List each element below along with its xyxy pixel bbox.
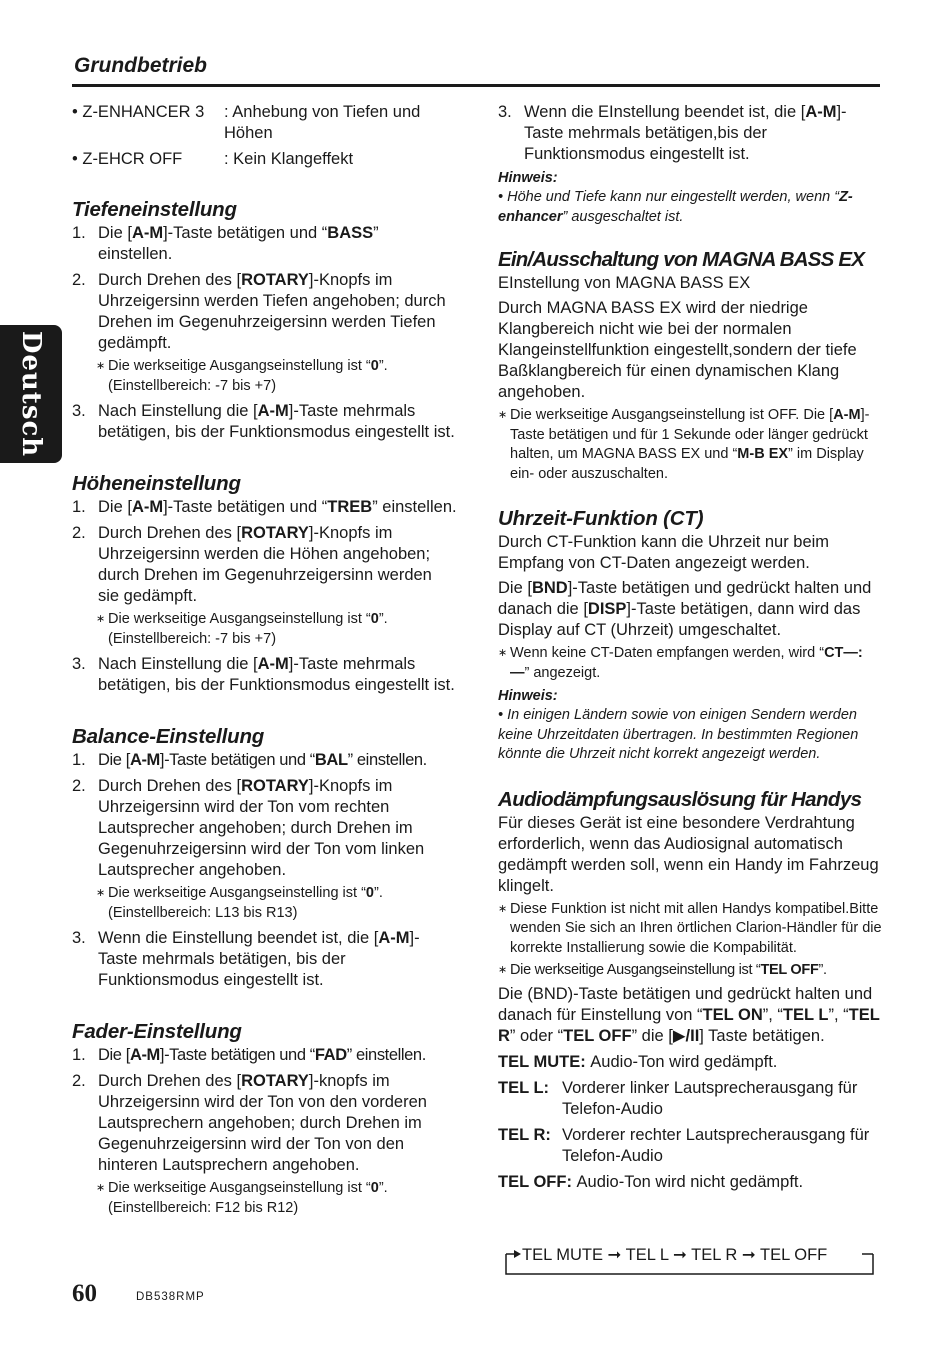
page-header-title: Grundbetrieb <box>74 54 208 77</box>
section-title-magna: Ein/Ausschaltung von MAGNA BASS EX <box>498 248 865 271</box>
section-title-hoehen: Höheneinstellung <box>72 472 241 495</box>
note: ∗ Diese Funktion ist nicht mit allen Handys kompatibel.Bitte wenden Sie sich an Ihren örtlichen Clarion-Händler für die korrekte Installierung sowie die Kompabilität. <box>498 900 882 956</box>
step-3: 3. Nach Einstellung die [A-M]-Taste mehrmals betätigen, bis der Funktionsmodus eingestellt ist. <box>72 402 455 441</box>
hint-label: Hinweis: <box>498 170 558 186</box>
zenhancer-item: • Z-ENHANCER 3 : Anhebung von Tiefen und Höhen <box>72 103 421 142</box>
term-row: TEL R: Vorderer rechter Lautsprecherausgang für Telefon-Audio <box>498 1125 870 1165</box>
step-1: 1. Die [A-M]-Taste betätigen und “TREB” einstellen. <box>72 498 457 516</box>
hint-label: Hinweis: <box>498 688 558 704</box>
tel-cycle-diagram <box>500 1244 878 1278</box>
document-code: DB538RMP <box>136 1291 205 1303</box>
note: ∗ Die werkseitige Ausgangseinstellung ist OFF. Die [A-M]-Taste betätigen und für 1 Sekunde oder länger gedrückt halten, um MAGNA BASS EX und “M-B EX” im Display ein- oder auszuschalten. <box>498 407 870 482</box>
step-1: 1. Die [A-M]-Taste betätigen und “BAL” einstellen. <box>72 751 427 769</box>
section-title-uhrzeit: Uhrzeit-Funktion (CT) <box>498 507 704 530</box>
paragraph: Durch MAGNA BASS EX wird der niedrige Klangbereich nicht wie bei der normalen Klangeinstellfunktion eingestellt,sondern der tiefe Baßklangbereich für einen dynamischen Klang angehoben. <box>498 299 857 401</box>
step-2: 2. Durch Drehen des [ROTARY]-Knopfs im Uhrzeigersinn werden die Höhen angehoben; durch Drehen im Gegenuhrzeigersinn werden sie gedämpft. <box>72 524 432 605</box>
term-row: TEL OFF: Audio-Ton wird nicht gedämpft. <box>498 1172 804 1191</box>
hint-text: • Höhe und Tiefe kann nur eingestellt werden, wenn “Z-enhancer” ausgeschaltet ist. <box>498 189 853 225</box>
step-2: 2. Durch Drehen des [ROTARY]-Knopfs im Uhrzeigersinn werden Tiefen angehoben; durch Drehen im Gegenuhrzeigersinn werden Tiefen gedämpft. <box>72 271 446 352</box>
note: ∗ Die werkseitige Ausgangseinstelling ist “0”. (Einstellbereich: L13 bis R13) <box>96 885 383 921</box>
section-title-balance: Balance-Einstellung <box>72 725 265 748</box>
step-1: 1. Die [A-M]-Taste betätigen und “FAD” einstellen. <box>72 1046 426 1064</box>
language-tab <box>0 325 62 463</box>
language-tab-label: Deutsch <box>16 330 46 458</box>
paragraph: Die [BND]-Taste betätigen und gedrückt halten und danach die [DISP]-Taste betätigen, dann wird das Display auf CT (Uhrzeit) umgeschaltet. <box>498 579 872 639</box>
paragraph: Durch CT-Funktion kann die Uhrzeit nur beim Empfang von CT-Daten angezeigt werden. <box>498 533 830 572</box>
step-1: 1. Die [A-M]-Taste betätigen und “BASS” einstellen. <box>72 224 379 263</box>
header-rule <box>72 84 880 87</box>
paragraph: EInstellung von MAGNA BASS EX <box>498 274 751 292</box>
note: ∗ Die werkseitige Ausgangseinstellung ist “0”. (Einstellbereich: F12 bis R12) <box>96 1180 388 1216</box>
term-row: TEL MUTE: Audio-Ton wird gedämpft. <box>498 1052 778 1071</box>
section-title-tiefen: Tiefeneinstellung <box>72 198 237 221</box>
zenhancer-item: • Z-EHCR OFF : Kein Klangeffekt <box>72 150 354 168</box>
note: ∗ Die werkseitige Ausgangseinstellung ist “0”. (Einstellbereich: -7 bis +7) <box>96 358 388 394</box>
section-title-fader: Fader-Einstellung <box>72 1020 242 1043</box>
right-column <box>498 102 882 1193</box>
note: ∗ Die werkseitige Ausgangseinstellung ist “0”. (Einstellbereich: -7 bis +7) <box>96 611 388 647</box>
section-title-audio: Audiodämpfungsauslösung für Handys <box>498 787 862 811</box>
tel-cycle-text: TEL MUTE ➞ TEL L ➞ TEL R ➞ TEL OFF <box>522 1246 828 1264</box>
paragraph: Für dieses Gerät ist eine besondere Verdrahtung erforderlich, wenn das Audiosignal automatisch gedämpft werden soll, wenn ein Handy im Fahrzeug klingelt. <box>498 813 879 895</box>
step-3: 3. Wenn die EInstellung beendet ist, die [A-M]-Taste mehrmals betätigen,bis der Funktionsmodus eingestellt ist. <box>498 103 847 163</box>
note: ∗ Wenn keine CT-Daten empfangen werden, wird “CT—:—” angezeigt. <box>498 645 863 681</box>
step-2: 2. Durch Drehen des [ROTARY]-knopfs im Uhrzeigersinn wird der Ton von den vorderen Lautsprechern angehoben; durch Drehen im Gegenuhrzeigersinn wird der Ton von den hinteren Lautsprechern angehoben. <box>72 1072 427 1174</box>
page-number: 60 <box>72 1280 97 1307</box>
left-column <box>72 102 457 1218</box>
note: ∗ Die werkseitige Ausgangseinstellung ist “TEL OFF”. <box>498 962 827 978</box>
step-2: 2. Durch Drehen des [ROTARY]-Knopfs im Uhrzeigersinn wird der Ton vom rechten Lautsprecher angehoben; durch Drehen im Gegenuhrzeigersinn wird der Ton vom linken Lautsprecher angehoben. <box>72 777 425 879</box>
step-3: 3. Nach Einstellung die [A-M]-Taste mehrmals betätigen, bis der Funktionsmodus eingestellt ist. <box>72 655 455 694</box>
step-3: 3. Wenn die Einstellung beendet ist, die [A-M]-Taste mehrmals betätigen, bis der Funktionsmodus eingestellt ist. <box>72 929 420 989</box>
term-row: TEL L: Vorderer linker Lautsprecherausgang für Telefon-Audio <box>498 1078 858 1118</box>
paragraph: Die (BND)-Taste betätigen und gedrückt halten und danach für Einstellung von “TEL ON”, “TEL L”, “TEL R” oder “TEL OFF” die [▶/II] Taste betätigen. <box>498 984 880 1045</box>
hint-text: • In einigen Ländern sowie von einigen Sendern werden keine Uhrzeitdaten übertragen. In bestimmten Regionen könnte die Uhrzeit nicht korrekt angezeigt werden. <box>498 707 859 762</box>
